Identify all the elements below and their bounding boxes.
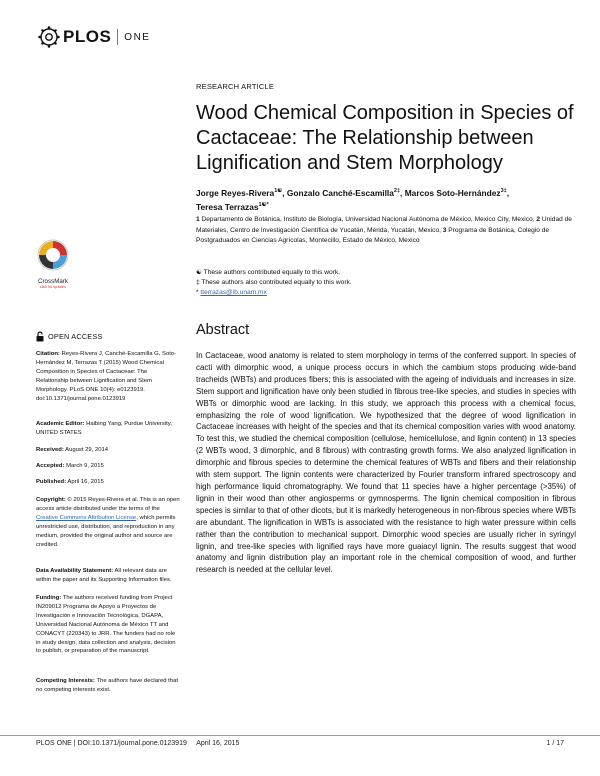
footer-divider: [0, 735, 600, 736]
published-label: Published:: [36, 479, 67, 485]
affiliation-number: 2: [536, 216, 541, 223]
citation-block: [36, 350, 181, 403]
funding-block: [36, 594, 181, 656]
author-name[interactable]: , Gonzalo Canché-Escamilla: [282, 187, 394, 198]
corresponding-email-line: [196, 288, 576, 298]
editor-label: Academic Editor:: [36, 421, 85, 427]
data-availability-block: [36, 567, 181, 585]
availability-label: Data Availability Statement:: [36, 568, 114, 574]
open-access-label: OPEN ACCESS: [48, 332, 103, 341]
academic-editor-block: [36, 420, 181, 438]
crossmark-icon: [36, 238, 70, 272]
author-marker: 1☯: [274, 188, 283, 194]
accepted-date: [36, 462, 181, 471]
copyright-text-end: , which permits unrestricted use, distribution, and reproduction in any medium, provided the original author and source are credited.: [36, 514, 176, 548]
author-marker: 2‡: [393, 188, 401, 194]
accepted-label: Accepted:: [36, 463, 65, 469]
published-value: April 16, 2015: [66, 479, 104, 485]
footer-citation: PLOS ONE | DOI:10.1371/journal.pone.0123919 April 16, 2015: [36, 740, 240, 747]
logo-text: PLOS: [63, 27, 112, 46]
logo-subtext: ONE: [124, 31, 151, 43]
crossmark-label: CrossMark: [38, 278, 68, 285]
also-equal-contribution-note: ‡ These authors also contributed equally to this work.: [196, 278, 352, 286]
received-label: Received:: [36, 447, 64, 453]
open-access-badge: [36, 331, 103, 342]
article-type: RESEARCH ARTICLE: [196, 82, 275, 91]
author-list: [196, 185, 576, 214]
affiliation-number: 3: [442, 226, 447, 234]
logo-divider: [117, 29, 118, 45]
author-name[interactable]: Teresa Terrazas: [196, 202, 259, 213]
plos-logo-icon: [38, 26, 60, 48]
received-date: [36, 446, 181, 455]
author-name[interactable]: , Marcos Soto-Hernández: [400, 187, 501, 198]
author-name[interactable]: Jorge Reyes-Rivera: [196, 187, 275, 198]
equal-contribution-note: ☯ These authors contributed equally to this work.: [196, 269, 340, 276]
funding-label: Funding:: [36, 595, 62, 601]
open-lock-icon: [36, 331, 44, 342]
citation-text: Reyes-Rivera J, Canché-Escamilla G, Soto-Hernández M, Terrazas T (2015) Wood Chemical Composition in Species of Cactaceae: The Relationship between Lignification and Stem Morphology. PLoS ONE 10(4): e0123919. doi:10.1371/journal.pone.0123919: [36, 351, 177, 402]
citation-label: Citation:: [36, 351, 60, 357]
affiliation-text: Departamento de Botánica, Instituto de Biología, Universidad Nacional Autónoma de México, Mexico City, Mexico,: [199, 216, 537, 223]
competing-interests-block: [36, 677, 181, 695]
affiliation-text: Programa de Botánica, Colegio de Postgraduados en Ciencias Agrícolas, Montecillo, Estado de México, Mexico: [196, 226, 550, 245]
license-link[interactable]: Creative Commons Attribution License: [36, 514, 137, 521]
affiliation-text: Unidad de Materiales, Centro de Investigación Científica de Yucatán, Mérida, Yucatán, Mexico,: [196, 216, 572, 234]
competing-text: The authors have declared that no competing interests exist.: [36, 678, 178, 693]
article-title: Wood Chemical Composition in Species of Cactaceae: The Relationship between Lignification and Stem Morphology: [196, 102, 574, 174]
author-marker: 3‡: [500, 188, 507, 194]
crossmark-badge[interactable]: [36, 238, 70, 289]
author-separator: ,: [506, 187, 510, 198]
page-number: 1 / 17: [546, 740, 564, 747]
email-marker: *: [196, 288, 201, 296]
funding-text: The authors received funding from Project IN209012 Programa de Apoyo a Proyectos de Investigación e Innovación Tecnológica, DGAPA, Universidad Nacional Autónoma de México TT and CONACYT (220343) to JRR. The funders had no role in study design, data collection and analysis, decision to publish, or preparation of the manuscript.: [36, 595, 176, 655]
published-date: [36, 478, 181, 487]
copyright-label: Copyright:: [36, 497, 66, 503]
affiliation-number: 1: [196, 216, 200, 223]
editor-text: Haibing Yang, Purdue University, UNITED STATES: [36, 421, 172, 436]
abstract-text: In Cactaceae, wood anatomy is related to stem morphology in terms of the conferred support. In species of cacti with dimorphic wood, a unique process occurs in which the cambium stops producing wide-band tracheids (WBTs) and produces fibers; this is associated with the ageing of individuals and increases in size. Stem support and lignification have only been studied in fibrous tree-like species, and studies in species with WBTs or dimorphic wood are lacking. In this study, we approach this process with a chemical focus, emphasizing the role of wood lignification. We hypothesized that the degree of wood lignification in Cactaceae increases with height of the species and that its chemical composition varies with wood anatomy. To test this, we studied the chemical composition (cellulose, hemicellulose, and lignin content) in 13 species (2 WBTs wood, 3 dimorphic, and 8 fibrous) with contrasting growth forms. We also analyzed lignification in dimorphic and fibrous species to determine the chemical features of WBTs and fibers and their relationship with stem support. The lignin contents were characterized by Fourier transform infrared spectroscopy and high performance liquid chromatography. We found that 11 species have a higher percentage (>35%) of lignin in their wood than other angiosperms or gymnosperms. The lignin chemical composition in fibrous species is similar to that of other dicots, but it is markedly heterogeneous in non-fibrous species where WBTs are abundant. The lignification in WBTs is associated with the resistance to high water pressure within cells rather than the contribution to mechanical support. Dimorphic wood species are usually richer in syringyl lignin, and tree-like species with lignified rays have more guaiacyl lignin. The results suggest that wood anatomy and lignin distribution play an important role in the chemical composition of wood, and further research is needed at the cellular level.: [196, 351, 576, 575]
copyright-block: [36, 496, 181, 549]
author-marker: 1☯*: [258, 202, 269, 209]
received-value: August 29, 2014: [63, 447, 109, 453]
affiliations: [196, 215, 576, 247]
crossmark-sublabel: click for updates: [40, 285, 66, 289]
abstract-heading: Abstract: [196, 322, 250, 338]
copyright-text: © 2015 Reyes-Rivera et al. This is an open access article distributed under the terms of the: [36, 497, 180, 512]
plos-one-logo: [38, 26, 150, 48]
accepted-value: March 9, 2015: [64, 463, 104, 469]
availability-text: All relevant data are within the paper and its Supporting Information files.: [36, 568, 172, 583]
author-notes: [196, 268, 576, 297]
competing-label: Competing Interests:: [36, 678, 95, 684]
corresponding-email-link[interactable]: tterrazas@ib.unam.mx: [200, 288, 267, 296]
